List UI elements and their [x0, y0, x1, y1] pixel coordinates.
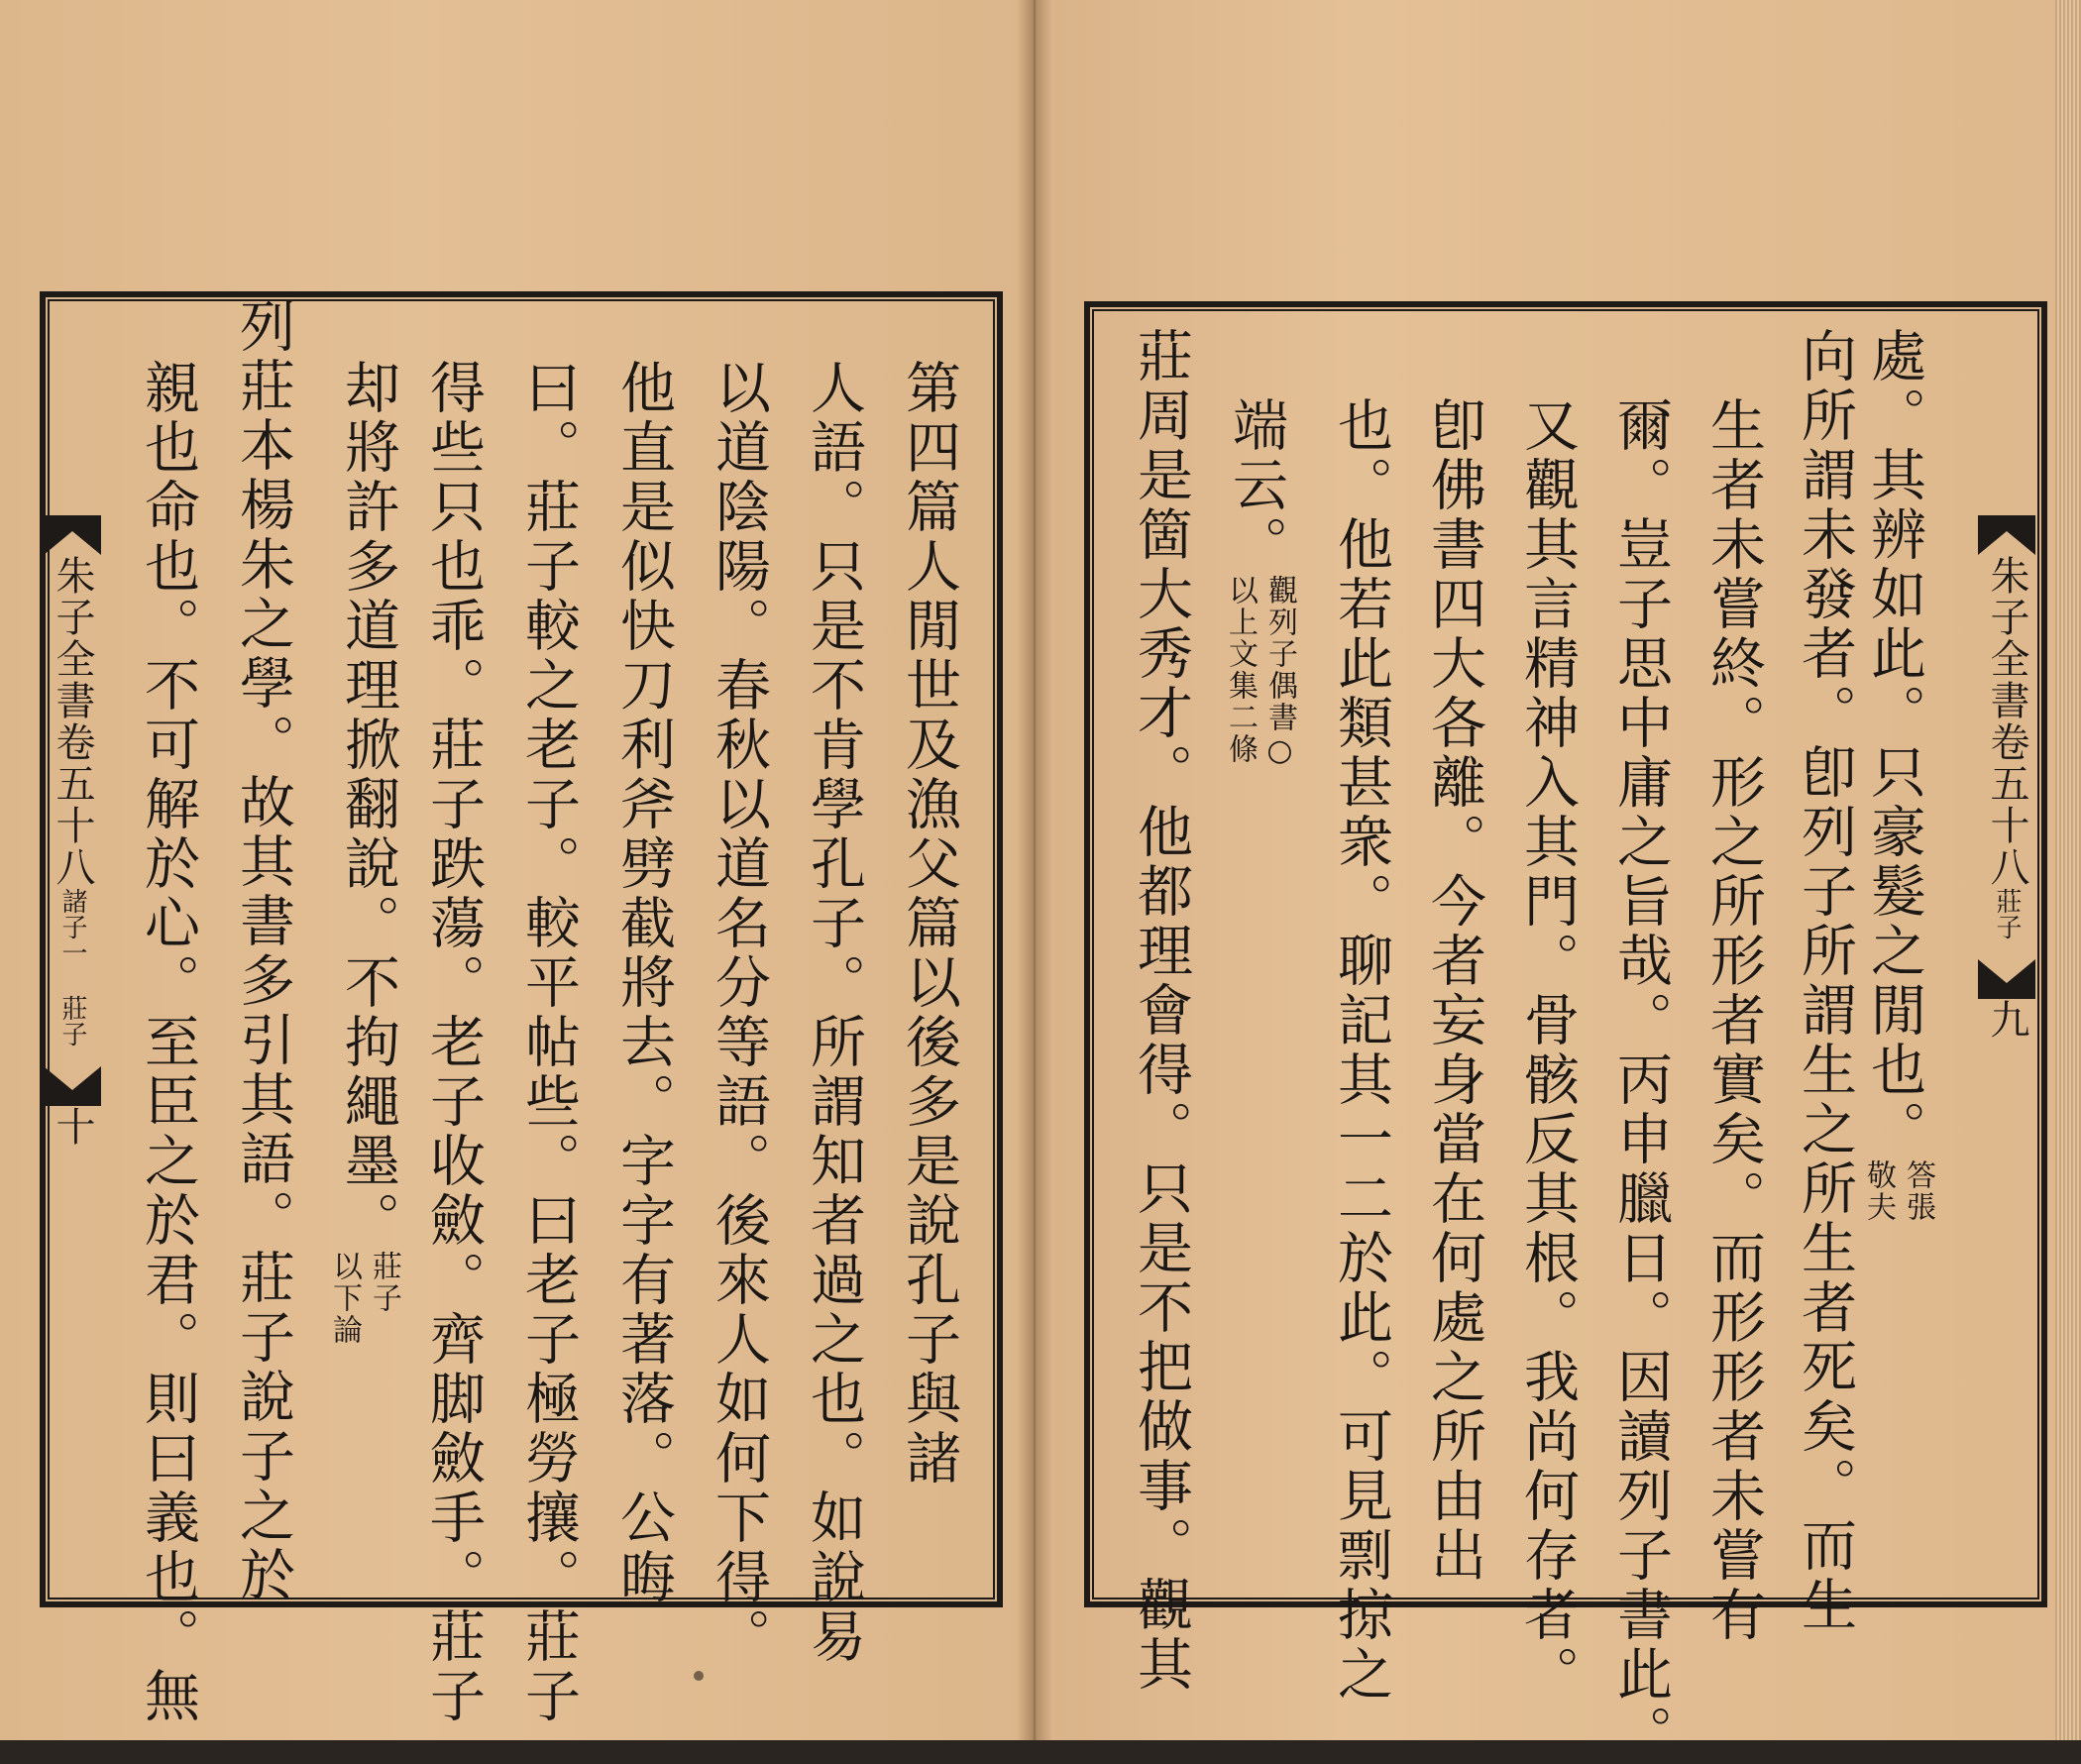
- column-text: 卽佛書四大各離。今者妄身當在何處之所由出: [1422, 396, 1486, 1586]
- column-text: 他直是似快刀利斧劈截將去。字字有著落。公晦: [611, 359, 676, 1607]
- right-col-4: [1607, 396, 1673, 1764]
- note-right: 莊子: [367, 1251, 401, 1314]
- left-col-2: [801, 359, 866, 1667]
- book-gutter: [1017, 0, 1052, 1740]
- left-banxin: [44, 515, 101, 1148]
- left-col-4: [610, 359, 676, 1607]
- right-banxin-title: 朱子全書卷五十八: [1984, 555, 2029, 888]
- note-left: 以上文集二條: [1223, 575, 1258, 765]
- interlinear-note: [1223, 575, 1296, 770]
- left-col-6: [420, 359, 486, 1726]
- left-col-9: [135, 359, 200, 1726]
- column-text: 得些只也乖。莊子跌蕩。老子收斂。齊脚斂手。莊子: [421, 359, 486, 1726]
- column-text: 向所謂未發者。卽列子所謂生之所生者死矣。而生: [1793, 327, 1857, 1635]
- fishtail-top: [44, 515, 101, 555]
- right-col-5: [1514, 396, 1580, 1705]
- column-text: 端云。: [1224, 396, 1288, 575]
- column-text: 曰。莊子較之老子。較平帖些。曰老子極勞攘。莊子: [516, 359, 581, 1726]
- note-right: 答張: [1901, 1159, 1935, 1223]
- note-right: 觀列子偶書○: [1262, 575, 1297, 770]
- right-col-7: [1328, 396, 1393, 1705]
- left-col-8: [230, 297, 295, 1605]
- column-text: 人語。只是不肯學孔子。所謂知者過之也。如說易: [802, 359, 866, 1667]
- right-banxin-subtitle: 莊子: [1992, 888, 2022, 939]
- right-col-8: [1223, 396, 1312, 770]
- column-text: 也。他若此類甚衆。聊記其一二於此。可見剽掠之: [1329, 396, 1393, 1705]
- right-banxin: [1978, 515, 2035, 1041]
- fishtail-bottom: [1978, 959, 2035, 999]
- left-col-1: [896, 359, 961, 1488]
- column-text: 莊周是箇大秀才。他都理會得。只是不把做事。觀其: [1129, 327, 1193, 1695]
- right-col-2: [1792, 327, 1857, 1635]
- left-banxin-title: 朱子全書卷五十八: [50, 555, 95, 888]
- interlinear-note: [327, 1251, 400, 1346]
- column-text: 親也命也。不可解於心。至臣之於君。則曰義也。無: [136, 359, 200, 1726]
- left-col-5: [515, 359, 581, 1726]
- column-text: 列莊本楊朱之學。故其書多引其語。莊子說子之於: [231, 297, 295, 1605]
- column-text: 處。其辨如此。只豪髮之閒也。: [1862, 327, 1926, 1159]
- column-text: 生者未嘗終。形之所形者實矣。而形形者未嘗有: [1701, 396, 1766, 1645]
- paper-spot: [694, 1671, 704, 1681]
- column-text: 以道陰陽。春秋以道名分等語。後來人如何下得。: [707, 359, 771, 1667]
- right-col-3: [1700, 396, 1766, 1645]
- column-text: 又觀其言精神入其門。骨骸反其根。我尚何存者。: [1515, 396, 1580, 1705]
- right-col-6: [1421, 396, 1486, 1586]
- left-banxin-folio: 十: [50, 1106, 95, 1148]
- page-edges: [2055, 0, 2081, 1740]
- interlinear-note: [1861, 1159, 1934, 1223]
- column-text: 却將許多道理掀翻說。不拘繩墨。: [336, 359, 400, 1251]
- left-col-3: [706, 359, 771, 1667]
- note-left: 以下論: [327, 1251, 362, 1346]
- fishtail-bottom: [44, 1066, 101, 1106]
- column-text: 第四篇人閒世及漁父篇以後多是說孔子與諸: [897, 359, 961, 1488]
- right-col-1: [1843, 327, 1952, 1223]
- column-text: 爾。豈子思中庸之旨哉。丙申臘日。因讀列子書此。: [1608, 396, 1673, 1764]
- fishtail-top: [1978, 515, 2035, 555]
- left-banxin-subtitle: 諸子一 莊子: [57, 888, 87, 1047]
- right-col-9: [1128, 327, 1193, 1695]
- note-left: 敬夫: [1861, 1159, 1896, 1223]
- right-banxin-folio: 九: [1984, 999, 2029, 1041]
- left-col-7: [311, 359, 400, 1346]
